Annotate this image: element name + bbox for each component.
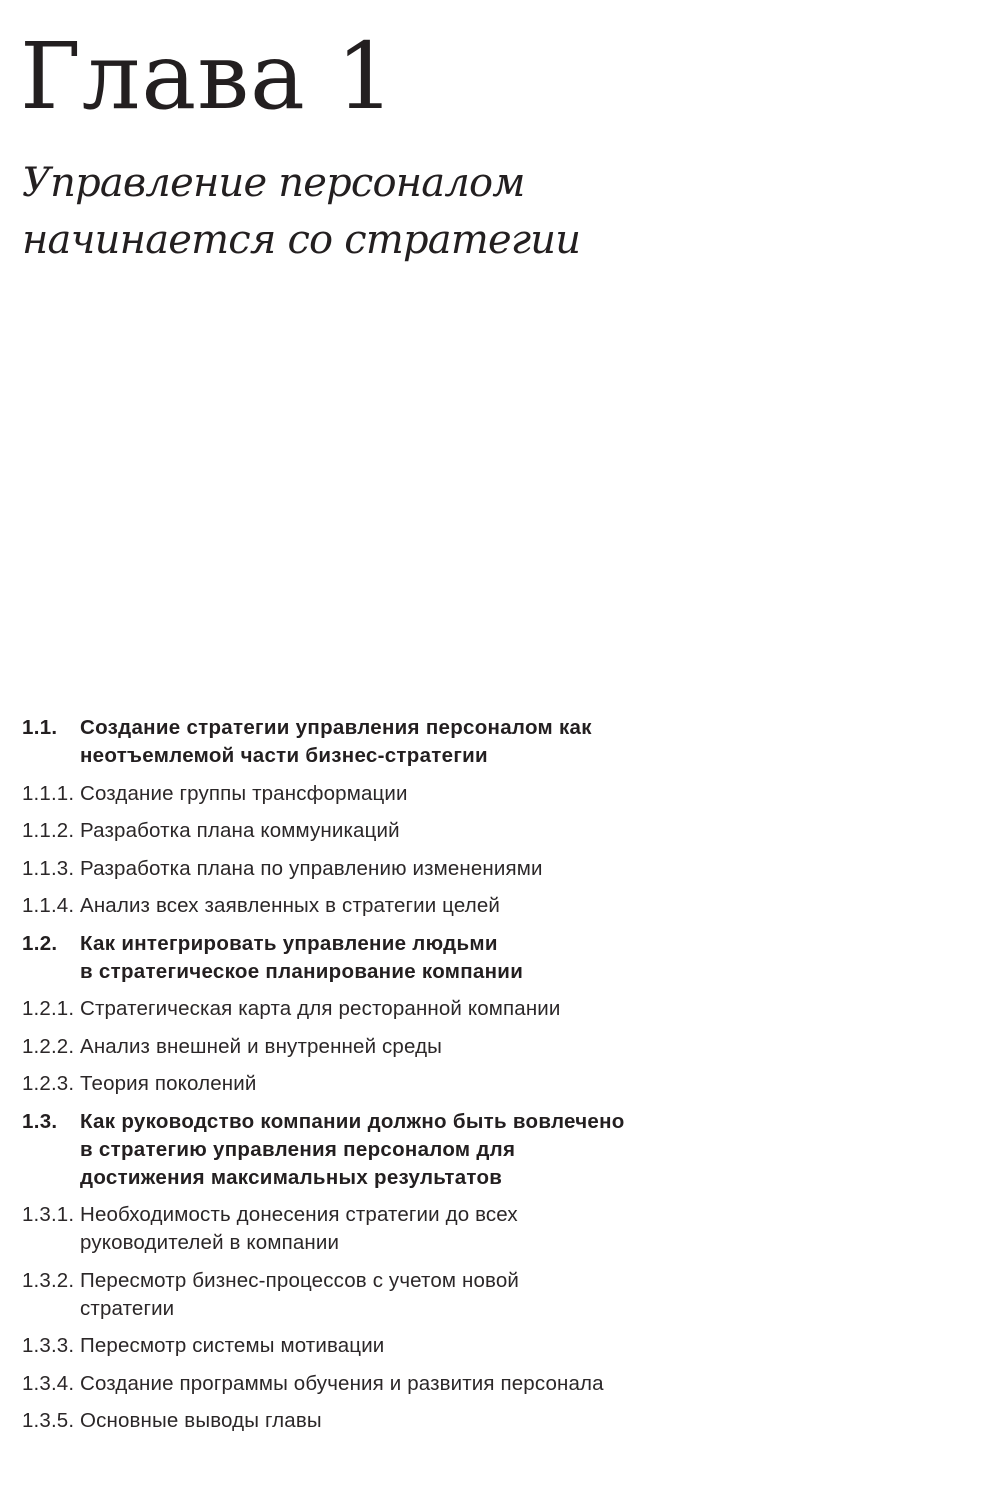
toc-subsection-1-2-3 [22,1070,722,1098]
toc-subsection-1-3-3 [22,1332,722,1360]
toc-title [80,714,722,770]
toc-title [80,1108,722,1192]
toc-title [80,1201,722,1257]
toc-number: 1.2.3. [22,1072,75,1095]
toc-subsection-1-2-1 [22,995,722,1023]
toc-title [80,930,722,986]
toc-section-1-3 [22,1108,722,1192]
toc-subsection-1-1-2 [22,817,722,845]
toc-subsection-1-3-5 [22,1407,722,1435]
toc-title [80,1033,722,1061]
toc-title-line: Создание программы обучения и развития персонала [80,1371,604,1395]
toc-title-line: Анализ внешней и внутренней среды [80,1034,443,1058]
toc-number: 1.3.1. [22,1203,75,1226]
chapter-subtitle-line: начинается со стратегии [22,217,581,263]
toc-subsection-1-3-1 [22,1201,722,1257]
toc-subsection-1-1-4 [22,892,722,920]
toc-number: 1.2.2. [22,1034,75,1058]
toc-subsection-1-1-3 [22,855,722,883]
toc-title-line: неотъемлемой части бизнес-стратегии [80,744,488,767]
toc-title [80,1267,722,1323]
toc-number: 1.3.2. [22,1268,75,1292]
toc-title-line: Стратегическая карта для ресторанной компании [80,997,561,1020]
toc-title-line: Как руководство компании должно быть вовлечено [80,1109,625,1133]
toc-title-line: Разработка плана по управлению изменениями [80,856,543,880]
toc-title-line: Анализ всех заявленных в стратегии целей [80,894,500,917]
toc-title-line: достижения максимальных результатов [80,1165,503,1189]
toc-number: 1.2. [22,931,58,955]
chapter-subtitle-line: Управление персоналом [22,160,525,206]
toc-title [80,1332,722,1360]
toc-number: 1.3.4. [22,1371,75,1395]
toc-title [80,855,722,883]
toc-section-1-1 [22,714,722,770]
chapter-title: Глава 1 [20,23,396,130]
toc-title-line: Создание группы трансформации [80,781,408,805]
toc-number: 1.1.2. [22,819,75,842]
toc-number: 1.1. [22,716,58,739]
toc-title-line: Как интегрировать управление людьми [80,931,498,955]
toc-number: 1.3. [22,1109,58,1133]
toc-title-line: Разработка плана коммуникаций [80,819,400,842]
toc-title-line: Пересмотр системы мотивации [80,1334,385,1357]
chapter-subtitle [22,155,580,269]
toc-title-line: Создание стратегии управления персоналом как [80,716,592,739]
toc-title-line: в стратегию управления персоналом для [80,1137,516,1161]
toc-subsection-1-1-1 [22,780,722,808]
toc-title-line: Теория поколений [80,1072,257,1095]
toc-title-line: Необходимость донесения стратегии до всех [80,1203,518,1226]
toc-title [80,1407,722,1435]
toc-number: 1.2.1. [22,997,75,1020]
toc-title [80,817,722,845]
toc-subsection-1-2-2 [22,1033,722,1061]
toc-title-line: Основные выводы главы [80,1409,322,1432]
toc-title [80,892,722,920]
toc-number: 1.3.5. [22,1409,75,1432]
toc-title-line: стратегии [80,1296,175,1320]
toc-title-line: руководителей в компании [80,1231,340,1254]
toc-subsection-1-3-4 [22,1370,722,1398]
toc-title [80,1070,722,1098]
toc-number: 1.3.3. [22,1334,75,1357]
toc-title-line: в стратегическое планирование компании [80,959,524,983]
toc-number: 1.1.3. [22,856,75,880]
toc-title [80,780,722,808]
toc-title-line: Пересмотр бизнес-процессов с учетом новой [80,1268,519,1292]
toc-number: 1.1.1. [22,781,75,805]
table-of-contents [22,714,722,1445]
toc-title [80,1370,722,1398]
toc-section-1-2 [22,930,722,986]
toc-number: 1.1.4. [22,894,75,917]
toc-title [80,995,722,1023]
toc-subsection-1-3-2 [22,1267,722,1323]
